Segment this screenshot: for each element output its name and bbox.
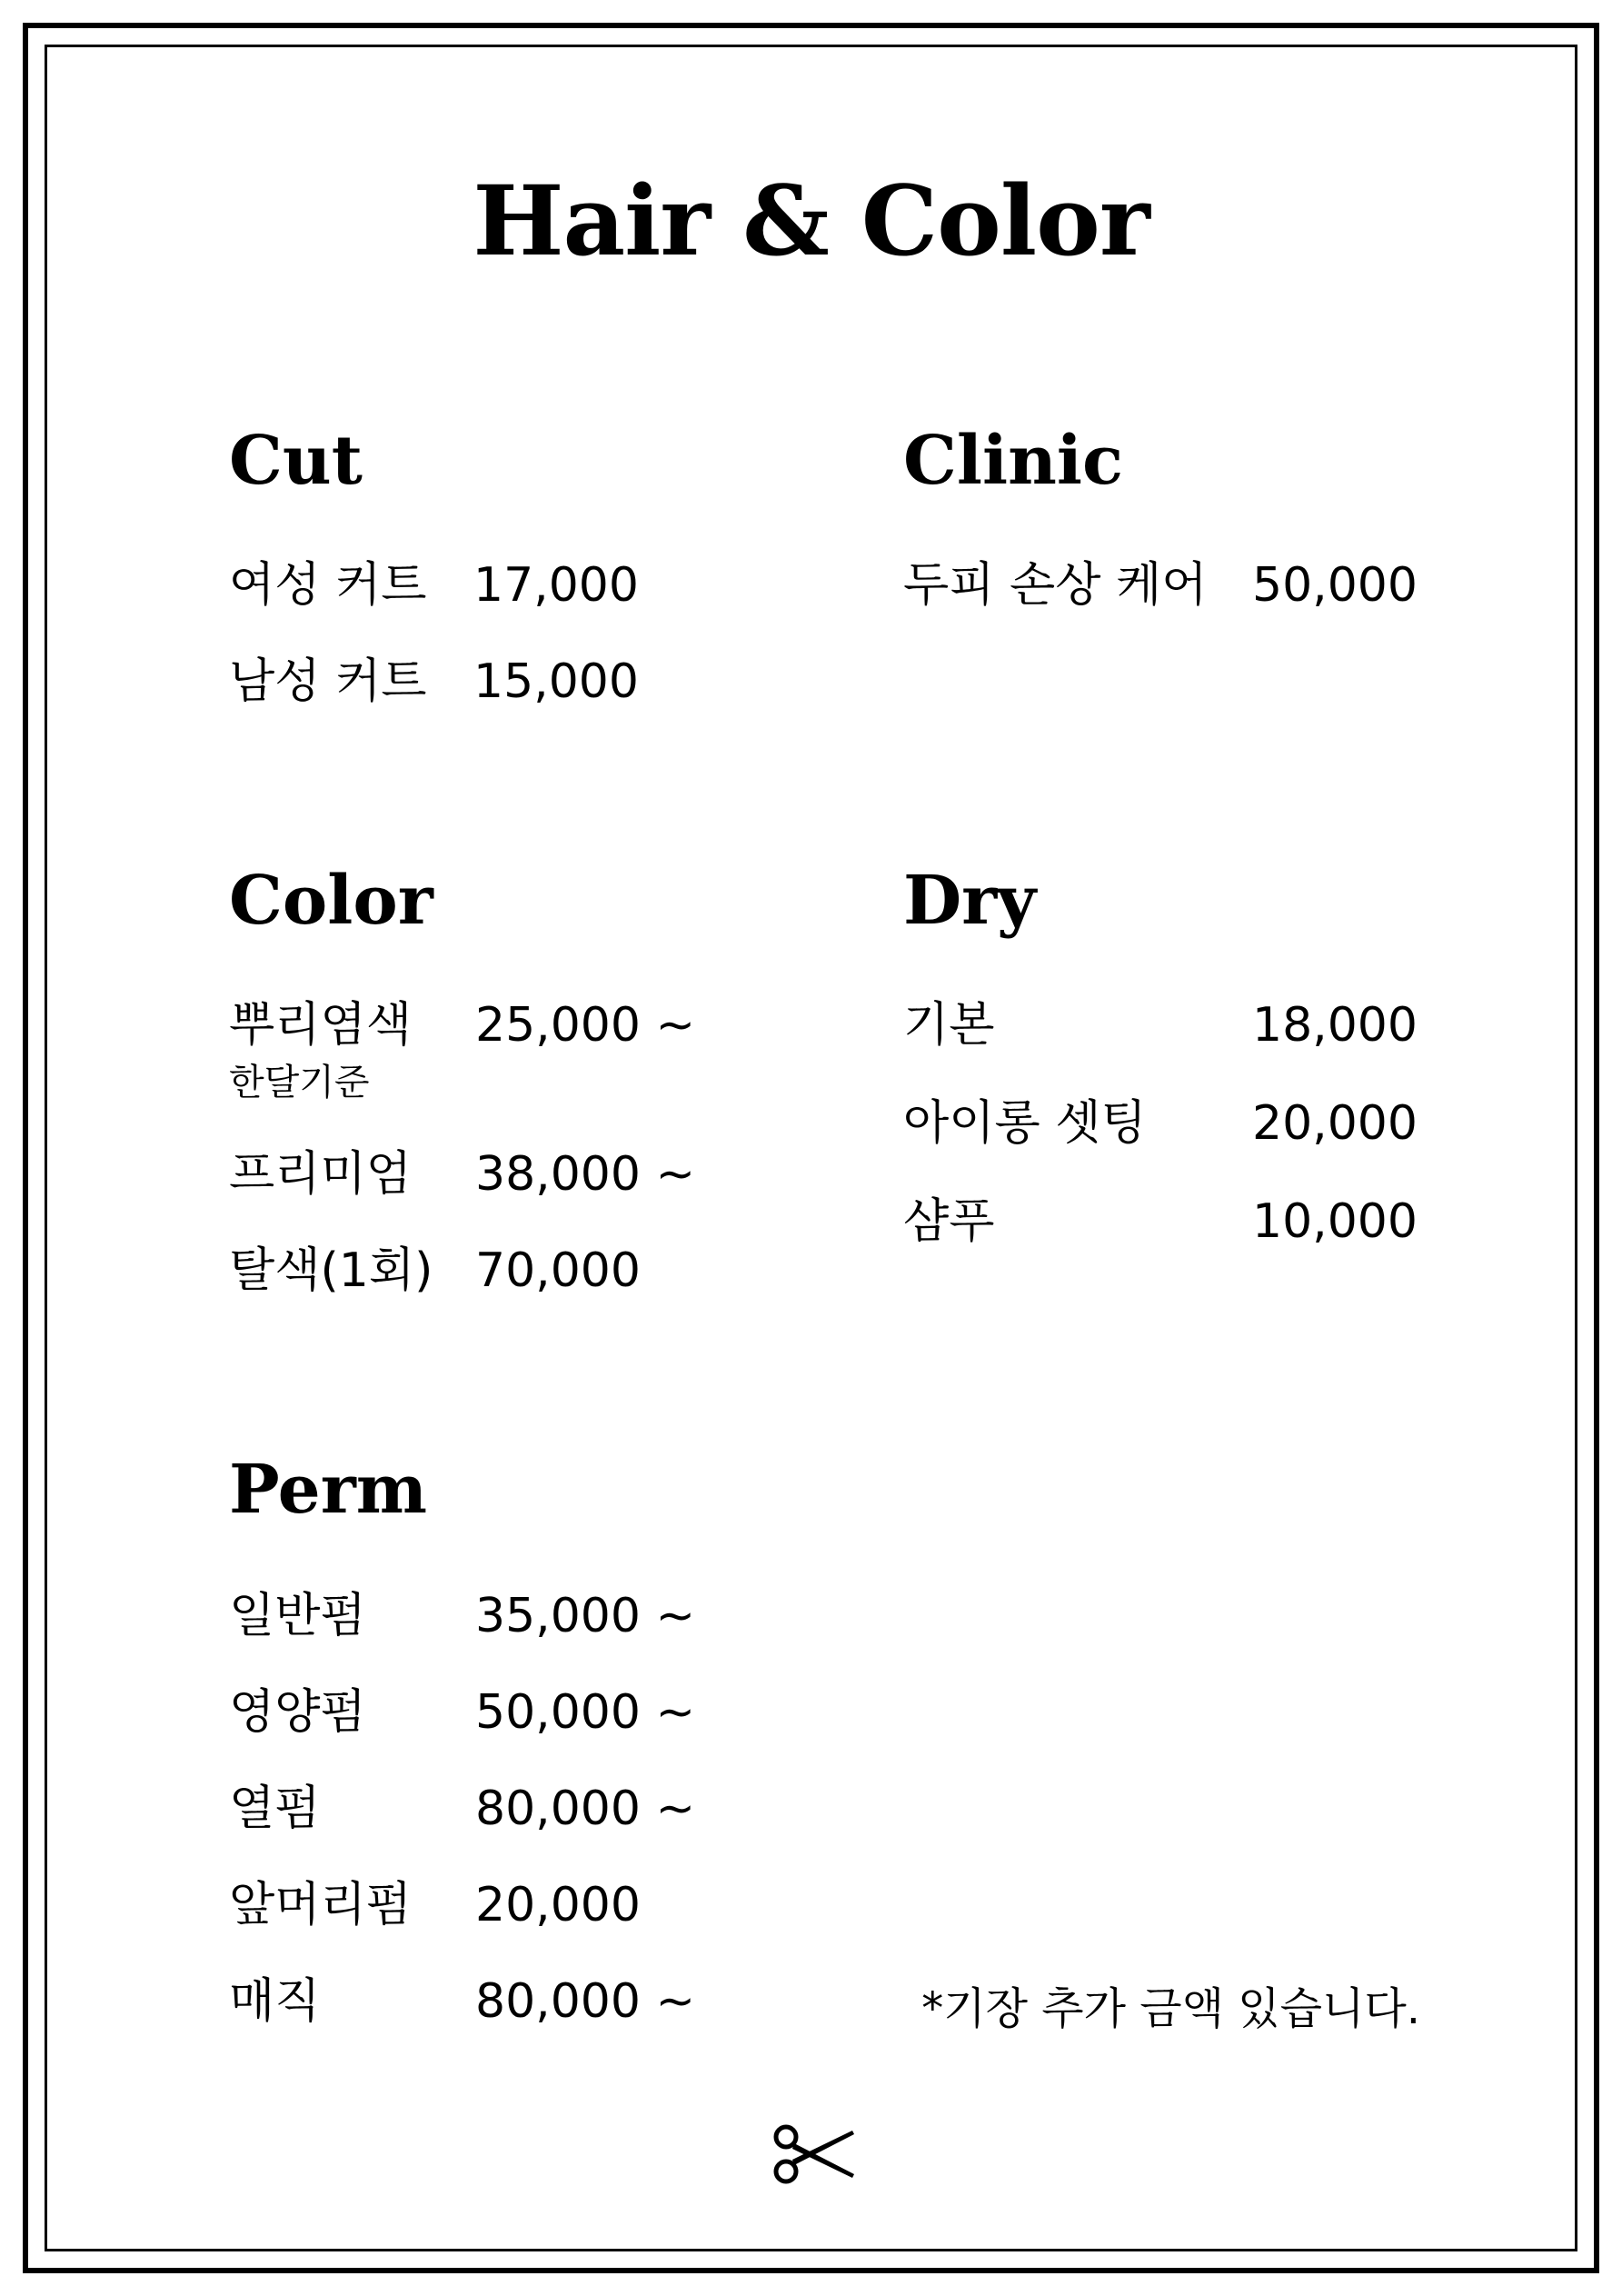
item-note: 한달기준 [229, 1062, 370, 1103]
item-name: 열펌 [229, 1782, 321, 1836]
item-name: 뿌리염색 [229, 998, 412, 1053]
item-price: 20,000 [1252, 1096, 1418, 1151]
item-name: 여성 커트 [229, 558, 427, 613]
item-name: 영양펌 [229, 1685, 366, 1740]
item-price: 35,000 ~ [475, 1589, 696, 1643]
item-price: 80,000 ~ [475, 1974, 696, 2029]
item-price: 38,000 ~ [475, 1147, 696, 1202]
section-title-perm: Perm [229, 1451, 428, 1529]
item-price: 18,000 [1252, 998, 1418, 1053]
item-name: 기본 [903, 998, 995, 1053]
item-price: 80,000 ~ [475, 1782, 696, 1836]
item-price: 25,000 ~ [475, 998, 696, 1053]
item-price: 20,000 [475, 1878, 641, 1932]
item-name: 프리미엄 [229, 1147, 412, 1202]
item-name: 남성 커트 [229, 654, 427, 709]
section-title-cut: Cut [229, 422, 363, 500]
scissors-icon [772, 2121, 858, 2187]
item-name: 일반펌 [229, 1589, 366, 1643]
item-name: 매직 [229, 1974, 321, 2029]
item-name: 샴푸 [903, 1194, 995, 1249]
item-price: 50,000 ~ [475, 1685, 696, 1740]
item-price: 70,000 [475, 1243, 641, 1298]
item-name: 아이롱 셋팅 [903, 1096, 1147, 1151]
item-name: 탈색(1회) [229, 1243, 433, 1298]
item-price: 10,000 [1252, 1194, 1418, 1249]
length-surcharge-note: *기장 추가 금액 있습니다. [921, 1983, 1420, 2034]
item-price: 15,000 [473, 654, 639, 709]
item-price: 50,000 [1252, 558, 1418, 613]
item-name: 두피 손상 케어 [903, 558, 1208, 613]
section-title-color: Color [229, 862, 433, 940]
page-title: Hair & Color [473, 164, 1149, 277]
section-title-dry: Dry [903, 862, 1037, 940]
item-name: 앞머리펌 [229, 1878, 412, 1932]
item-price: 17,000 [473, 558, 639, 613]
section-title-clinic: Clinic [903, 422, 1124, 500]
